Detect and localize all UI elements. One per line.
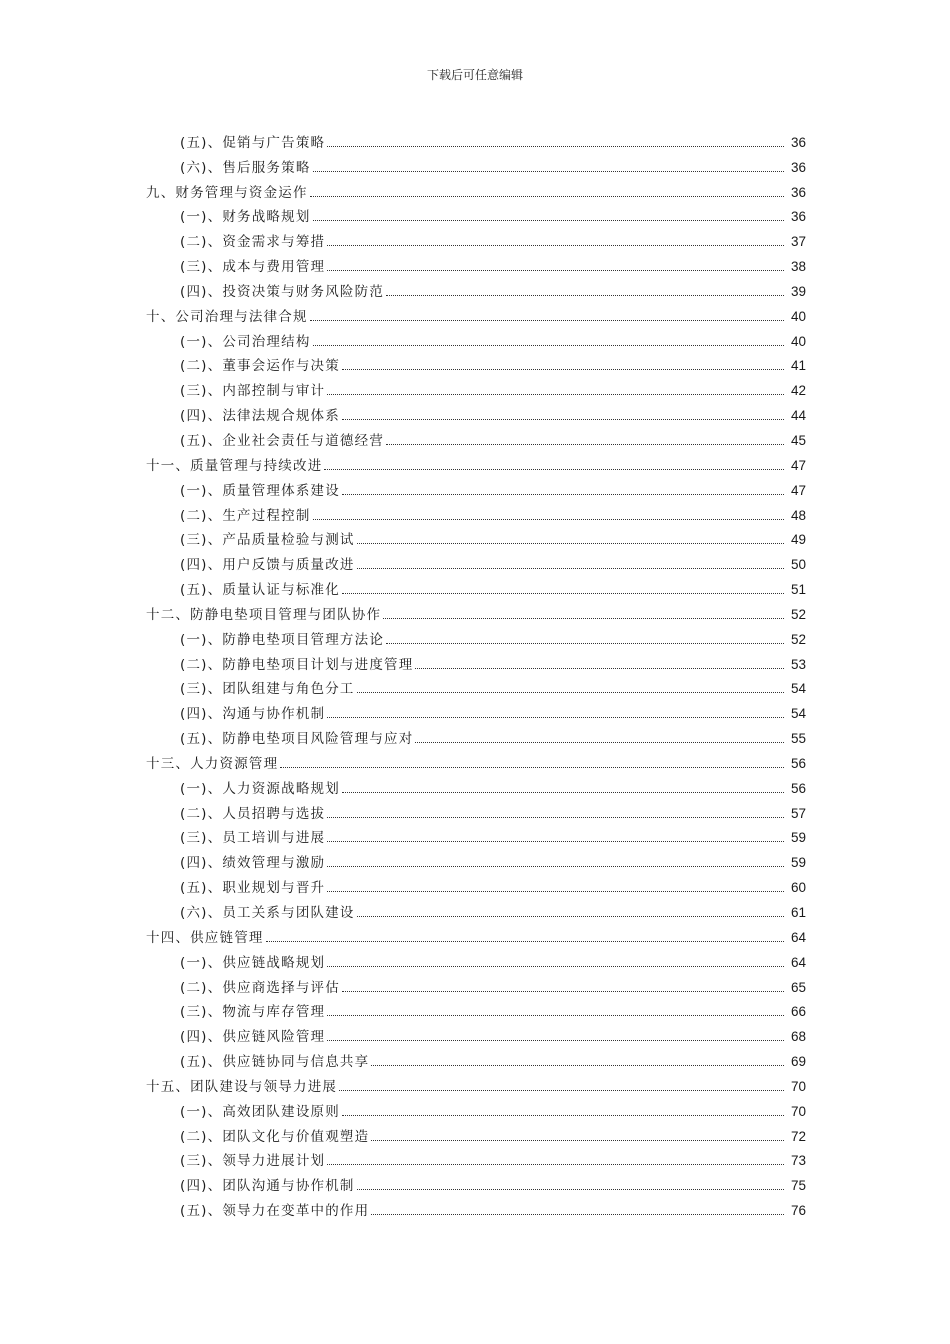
toc-entry-label: (一)、防静电垫项目管理方法论 <box>180 631 385 648</box>
toc-section-entry[interactable] <box>0 250 950 275</box>
toc-page-number: 37 <box>790 234 806 250</box>
toc-entry-label: (二)、人员招聘与选拔 <box>180 805 326 822</box>
toc-section-entry[interactable] <box>0 871 950 896</box>
toc-page-number: 75 <box>790 1178 806 1194</box>
dot-leader <box>371 1065 784 1066</box>
toc-entry-label: (三)、领导力进展计划 <box>180 1153 326 1170</box>
toc-section-entry[interactable] <box>0 1045 950 1070</box>
toc-section-entry[interactable] <box>0 797 950 822</box>
toc-entry-label: 十二、防静电垫项目管理与团队协作 <box>146 606 382 623</box>
toc-entry-label: (三)、产品质量检验与测试 <box>180 532 355 549</box>
dot-leader <box>327 891 784 892</box>
toc-entry-label: (五)、领导力在变革中的作用 <box>180 1203 370 1220</box>
toc-entry-label: (五)、职业规划与晋升 <box>180 880 326 897</box>
toc-page-number: 36 <box>790 134 806 150</box>
dot-leader <box>386 643 784 644</box>
toc-page-number: 64 <box>790 929 806 945</box>
dot-leader <box>386 295 784 296</box>
toc-entry-label: (四)、用户反馈与质量改进 <box>180 557 355 574</box>
toc-entry-label: (一)、财务战略规划 <box>180 209 311 226</box>
toc-entry-label: 九、财务管理与资金运作 <box>146 184 308 201</box>
toc-page-number: 52 <box>790 606 806 622</box>
toc-section-entry[interactable] <box>0 673 950 698</box>
toc-page-number: 54 <box>790 681 806 697</box>
toc-entry-label: (四)、沟通与协作机制 <box>180 706 326 723</box>
dot-leader <box>357 568 784 569</box>
dot-leader <box>415 742 784 743</box>
toc-section-entry[interactable] <box>0 126 950 151</box>
dot-leader <box>357 1189 784 1190</box>
dot-leader <box>371 1140 784 1141</box>
toc-section-entry[interactable] <box>0 946 950 971</box>
toc-entry-label: (三)、成本与费用管理 <box>180 259 326 276</box>
toc-page-number: 64 <box>790 954 806 970</box>
toc-page-number: 72 <box>790 1128 806 1144</box>
toc-section-entry[interactable] <box>0 424 950 449</box>
toc-section-entry[interactable] <box>0 1120 950 1145</box>
toc-section-entry[interactable] <box>0 1169 950 1194</box>
toc-section-entry[interactable] <box>0 374 950 399</box>
dot-leader <box>313 345 784 346</box>
toc-section-entry[interactable] <box>0 996 950 1021</box>
toc-page-number: 45 <box>790 432 806 448</box>
toc-page-number: 76 <box>790 1203 806 1219</box>
toc-page-number: 44 <box>790 408 806 424</box>
dot-leader <box>383 618 784 619</box>
toc-section-entry[interactable] <box>0 822 950 847</box>
toc-entry-label: (三)、员工培训与进展 <box>180 830 326 847</box>
toc-entry-label: (一)、高效团队建设原则 <box>180 1103 340 1120</box>
toc-section-entry[interactable] <box>0 772 950 797</box>
toc-section-entry[interactable] <box>0 201 950 226</box>
dot-leader <box>266 941 784 942</box>
toc-page-number: 40 <box>790 308 806 324</box>
toc-entry-label: 十五、团队建设与领导力进展 <box>146 1078 338 1095</box>
dot-leader <box>280 767 784 768</box>
toc-page-number: 49 <box>790 532 806 548</box>
dot-leader <box>310 320 784 321</box>
toc-page-number: 36 <box>790 159 806 175</box>
dot-leader <box>313 519 784 520</box>
toc-entry-label: (五)、供应链协同与信息共享 <box>180 1054 370 1071</box>
toc-page-number: 47 <box>790 482 806 498</box>
toc-page-number: 60 <box>790 880 806 896</box>
toc-chapter-entry[interactable] <box>0 300 950 325</box>
toc-entry-label: (四)、法律法规合规体系 <box>180 408 340 425</box>
dot-leader <box>327 1015 784 1016</box>
toc-entry-label: (二)、生产过程控制 <box>180 507 311 524</box>
toc-section-entry[interactable] <box>0 151 950 176</box>
toc-chapter-entry[interactable] <box>0 921 950 946</box>
toc-page-number: 68 <box>790 1029 806 1045</box>
toc-page-number: 56 <box>790 755 806 771</box>
dot-leader <box>386 444 784 445</box>
toc-page-number: 47 <box>790 457 806 473</box>
dot-leader <box>313 220 784 221</box>
table-of-contents <box>0 126 950 1219</box>
dot-leader <box>342 792 784 793</box>
toc-entry-label: (五)、质量认证与标准化 <box>180 582 340 599</box>
toc-page-number: 41 <box>790 358 806 374</box>
toc-entry-label: (四)、供应链风险管理 <box>180 1029 326 1046</box>
toc-page-number: 50 <box>790 557 806 573</box>
toc-section-entry[interactable] <box>0 722 950 747</box>
toc-entry-label: (三)、物流与库存管理 <box>180 1004 326 1021</box>
toc-page-number: 52 <box>790 631 806 647</box>
toc-section-entry[interactable] <box>0 225 950 250</box>
dot-leader <box>342 1115 784 1116</box>
toc-entry-label: (五)、促销与广告策略 <box>180 134 326 151</box>
toc-section-entry[interactable] <box>0 573 950 598</box>
toc-page-number: 57 <box>790 805 806 821</box>
toc-page-number: 36 <box>790 184 806 200</box>
toc-chapter-entry[interactable] <box>0 598 950 623</box>
toc-page-number: 38 <box>790 259 806 275</box>
toc-page-number: 53 <box>790 656 806 672</box>
toc-section-entry[interactable] <box>0 896 950 921</box>
toc-section-entry[interactable] <box>0 846 950 871</box>
toc-entry-label: (一)、供应链战略规划 <box>180 954 326 971</box>
toc-chapter-entry[interactable] <box>0 1070 950 1095</box>
dot-leader <box>324 469 784 470</box>
toc-entry-label: (二)、供应商选择与评估 <box>180 979 340 996</box>
toc-entry-label: (五)、防静电垫项目风险管理与应对 <box>180 731 414 748</box>
toc-entry-label: (三)、团队组建与角色分工 <box>180 681 355 698</box>
toc-section-entry[interactable] <box>0 1145 950 1170</box>
toc-entry-label: (二)、资金需求与筹措 <box>180 234 326 251</box>
toc-section-entry[interactable] <box>0 275 950 300</box>
toc-section-entry[interactable] <box>0 648 950 673</box>
toc-section-entry[interactable] <box>0 971 950 996</box>
toc-page-number: 65 <box>790 979 806 995</box>
toc-entry-label: (三)、内部控制与审计 <box>180 383 326 400</box>
dot-leader <box>327 146 784 147</box>
toc-section-entry[interactable] <box>0 548 950 573</box>
toc-page-number: 55 <box>790 731 806 747</box>
toc-chapter-entry[interactable] <box>0 176 950 201</box>
dot-leader <box>339 1090 784 1091</box>
toc-page-number: 61 <box>790 905 806 920</box>
toc-entry-label: (二)、董事会运作与决策 <box>180 358 340 375</box>
toc-section-entry[interactable] <box>0 623 950 648</box>
toc-section-entry[interactable] <box>0 325 950 350</box>
dot-leader <box>313 171 784 172</box>
dot-leader <box>327 394 784 395</box>
toc-section-entry[interactable] <box>0 1020 950 1045</box>
toc-page-number: 54 <box>790 706 806 722</box>
page-header: 下载后可任意编辑 <box>426 68 523 82</box>
toc-page-number: 59 <box>790 830 806 846</box>
toc-entry-label: (六)、员工关系与团队建设 <box>180 905 355 921</box>
dot-leader <box>327 1040 784 1041</box>
dot-leader <box>342 991 784 992</box>
dot-leader <box>327 866 784 867</box>
toc-page-number: 73 <box>790 1153 806 1169</box>
dot-leader <box>342 494 784 495</box>
toc-section-entry[interactable] <box>0 399 950 424</box>
toc-page-number: 39 <box>790 283 806 299</box>
toc-section-entry[interactable] <box>0 499 950 524</box>
toc-entry-label: 十四、供应链管理 <box>146 929 264 946</box>
toc-entry-label: 十三、人力资源管理 <box>146 755 279 772</box>
toc-section-entry[interactable] <box>0 350 950 375</box>
dot-leader <box>357 543 784 544</box>
dot-leader <box>342 419 784 420</box>
dot-leader <box>327 270 784 271</box>
toc-page-number: 40 <box>790 333 806 349</box>
toc-section-entry[interactable] <box>0 1095 950 1120</box>
toc-page-number: 36 <box>790 209 806 225</box>
toc-page-number: 56 <box>790 780 806 796</box>
toc-chapter-entry[interactable] <box>0 449 950 474</box>
dot-leader <box>327 245 784 246</box>
toc-section-entry[interactable] <box>0 524 950 549</box>
toc-entry-label: (二)、团队文化与价值观塑造 <box>180 1128 370 1145</box>
toc-entry-label: (一)、公司治理结构 <box>180 333 311 350</box>
toc-page-number: 51 <box>790 582 806 598</box>
toc-page-number: 66 <box>790 1004 806 1020</box>
toc-entry-label: (五)、企业社会责任与道德经营 <box>180 432 385 449</box>
toc-entry-label: 十一、质量管理与持续改进 <box>146 457 323 474</box>
toc-page-number: 70 <box>790 1078 806 1094</box>
dot-leader <box>327 841 784 842</box>
toc-page-number: 70 <box>790 1103 806 1119</box>
toc-page-number: 48 <box>790 507 806 523</box>
dot-leader <box>342 593 784 594</box>
toc-section-entry[interactable] <box>0 1194 950 1219</box>
dot-leader <box>415 668 784 669</box>
toc-chapter-entry[interactable] <box>0 747 950 772</box>
dot-leader <box>357 916 784 917</box>
dot-leader <box>327 717 784 718</box>
toc-entry-label: (四)、团队沟通与协作机制 <box>180 1178 355 1195</box>
toc-section-entry[interactable] <box>0 474 950 499</box>
dot-leader <box>371 1214 784 1215</box>
toc-entry-label: (二)、防静电垫项目计划与进度管理 <box>180 656 414 673</box>
toc-entry-label: (一)、人力资源战略规划 <box>180 780 340 797</box>
toc-entry-label: (四)、绩效管理与激励 <box>180 855 326 872</box>
toc-entry-label: (四)、投资决策与财务风险防范 <box>180 283 385 300</box>
dot-leader <box>342 369 784 370</box>
toc-entry-label: (一)、质量管理体系建设 <box>180 482 340 499</box>
toc-section-entry[interactable] <box>0 697 950 722</box>
dot-leader <box>327 817 784 818</box>
dot-leader <box>357 692 784 693</box>
toc-page-number: 69 <box>790 1054 806 1070</box>
toc-entry-label: (六)、售后服务策略 <box>180 159 311 176</box>
dot-leader <box>310 196 784 197</box>
toc-page-number: 59 <box>790 855 806 871</box>
dot-leader <box>327 966 784 967</box>
dot-leader <box>327 1164 784 1165</box>
toc-entry-label: 十、公司治理与法律合规 <box>146 308 308 325</box>
toc-page-number: 42 <box>790 383 806 399</box>
